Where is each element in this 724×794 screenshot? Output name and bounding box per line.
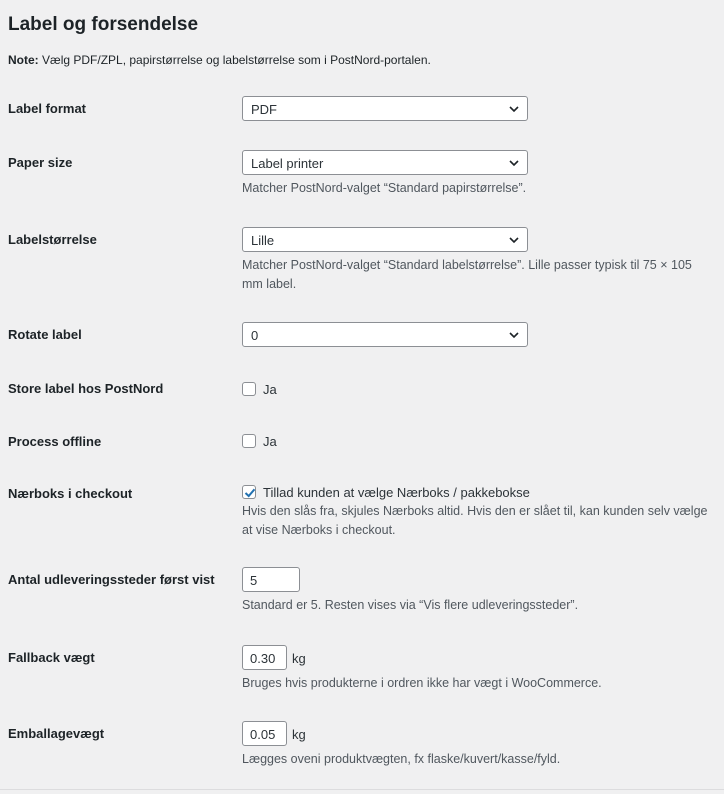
store-label-checkbox[interactable]	[242, 382, 256, 396]
fallback-weight-description: Bruges hvis produkterne i ordren ikke har vægt i WooCommerce.	[242, 676, 602, 690]
naerboks-checkbox[interactable]	[242, 485, 256, 499]
label-format-label: Label format	[8, 101, 87, 116]
rotate-label-value: 0	[251, 328, 259, 343]
label-size-description-line1: Matcher PostNord-valget “Standard labelstørrelse”. Lille passer typisk til 75 × 105	[242, 258, 692, 272]
checkmark-icon	[243, 486, 257, 500]
process-offline-label: Process offline	[8, 434, 102, 449]
pickup-points-description: Standard er 5. Resten vises via “Vis flere udleveringssteder”.	[242, 598, 579, 612]
store-label-label: Store label hos PostNord	[8, 381, 164, 396]
label-size-description-line2: mm label.	[242, 277, 297, 291]
fallback-weight-value: 0.30	[250, 651, 276, 666]
label-size-description	[242, 256, 712, 294]
packaging-weight-unit: kg	[292, 727, 306, 742]
pickup-points-value: 5	[250, 573, 258, 588]
note-text: Vælg PDF/ZPL, papirstørrelse og labelstørrelse som i PostNord-portalen.	[42, 53, 431, 67]
store-label-checkbox-label[interactable]: Ja	[263, 382, 277, 397]
naerboks-label: Nærboks i checkout	[8, 486, 133, 501]
process-offline-checkbox[interactable]	[242, 434, 256, 448]
chevron-down-icon	[509, 158, 519, 168]
fallback-weight-unit: kg	[292, 651, 306, 666]
process-offline-checkbox-label[interactable]: Ja	[263, 434, 277, 449]
paper-size-value: Label printer	[251, 156, 324, 171]
fallback-weight-label: Fallback vægt	[8, 650, 95, 665]
rotate-label-select[interactable]	[242, 322, 528, 347]
naerboks-description-line1: Hvis den slås fra, skjules Nærboks altid. Hvis den er slået til, kan kunden selv vælge	[242, 504, 708, 518]
packaging-weight-description: Lægges oveni produktvægten, fx flaske/kuvert/kasse/fyld.	[242, 752, 561, 766]
label-size-select[interactable]	[242, 227, 528, 252]
divider	[0, 789, 724, 790]
naerboks-checkbox-label[interactable]: Tillad kunden at vælge Nærboks / pakkebokse	[263, 485, 530, 500]
rotate-label-label: Rotate label	[8, 327, 82, 342]
naerboks-description	[242, 502, 712, 540]
packaging-weight-input[interactable]	[242, 721, 287, 746]
naerboks-description-line2: at vise Nærboks i checkout.	[242, 523, 396, 537]
label-size-value: Lille	[251, 233, 275, 248]
label-format-select[interactable]	[242, 96, 528, 121]
section-title: Label og forsendelse	[8, 14, 199, 35]
note-prefix: Note:	[8, 53, 39, 67]
chevron-down-icon	[509, 330, 519, 340]
paper-size-select[interactable]	[242, 150, 528, 175]
pickup-points-input[interactable]	[242, 567, 300, 592]
fallback-weight-input[interactable]	[242, 645, 287, 670]
chevron-down-icon	[509, 104, 519, 114]
packaging-weight-label: Emballagevægt	[8, 726, 105, 741]
paper-size-label: Paper size	[8, 155, 73, 170]
label-size-label: Labelstørrelse	[8, 232, 97, 247]
chevron-down-icon	[509, 235, 519, 245]
paper-size-description: Matcher PostNord-valget “Standard papirstørrelse”.	[242, 181, 527, 195]
label-format-value: PDF	[251, 102, 277, 117]
pickup-points-label: Antal udleveringssteder først vist	[8, 572, 215, 587]
packaging-weight-value: 0.05	[250, 727, 276, 742]
section-note	[8, 53, 431, 67]
